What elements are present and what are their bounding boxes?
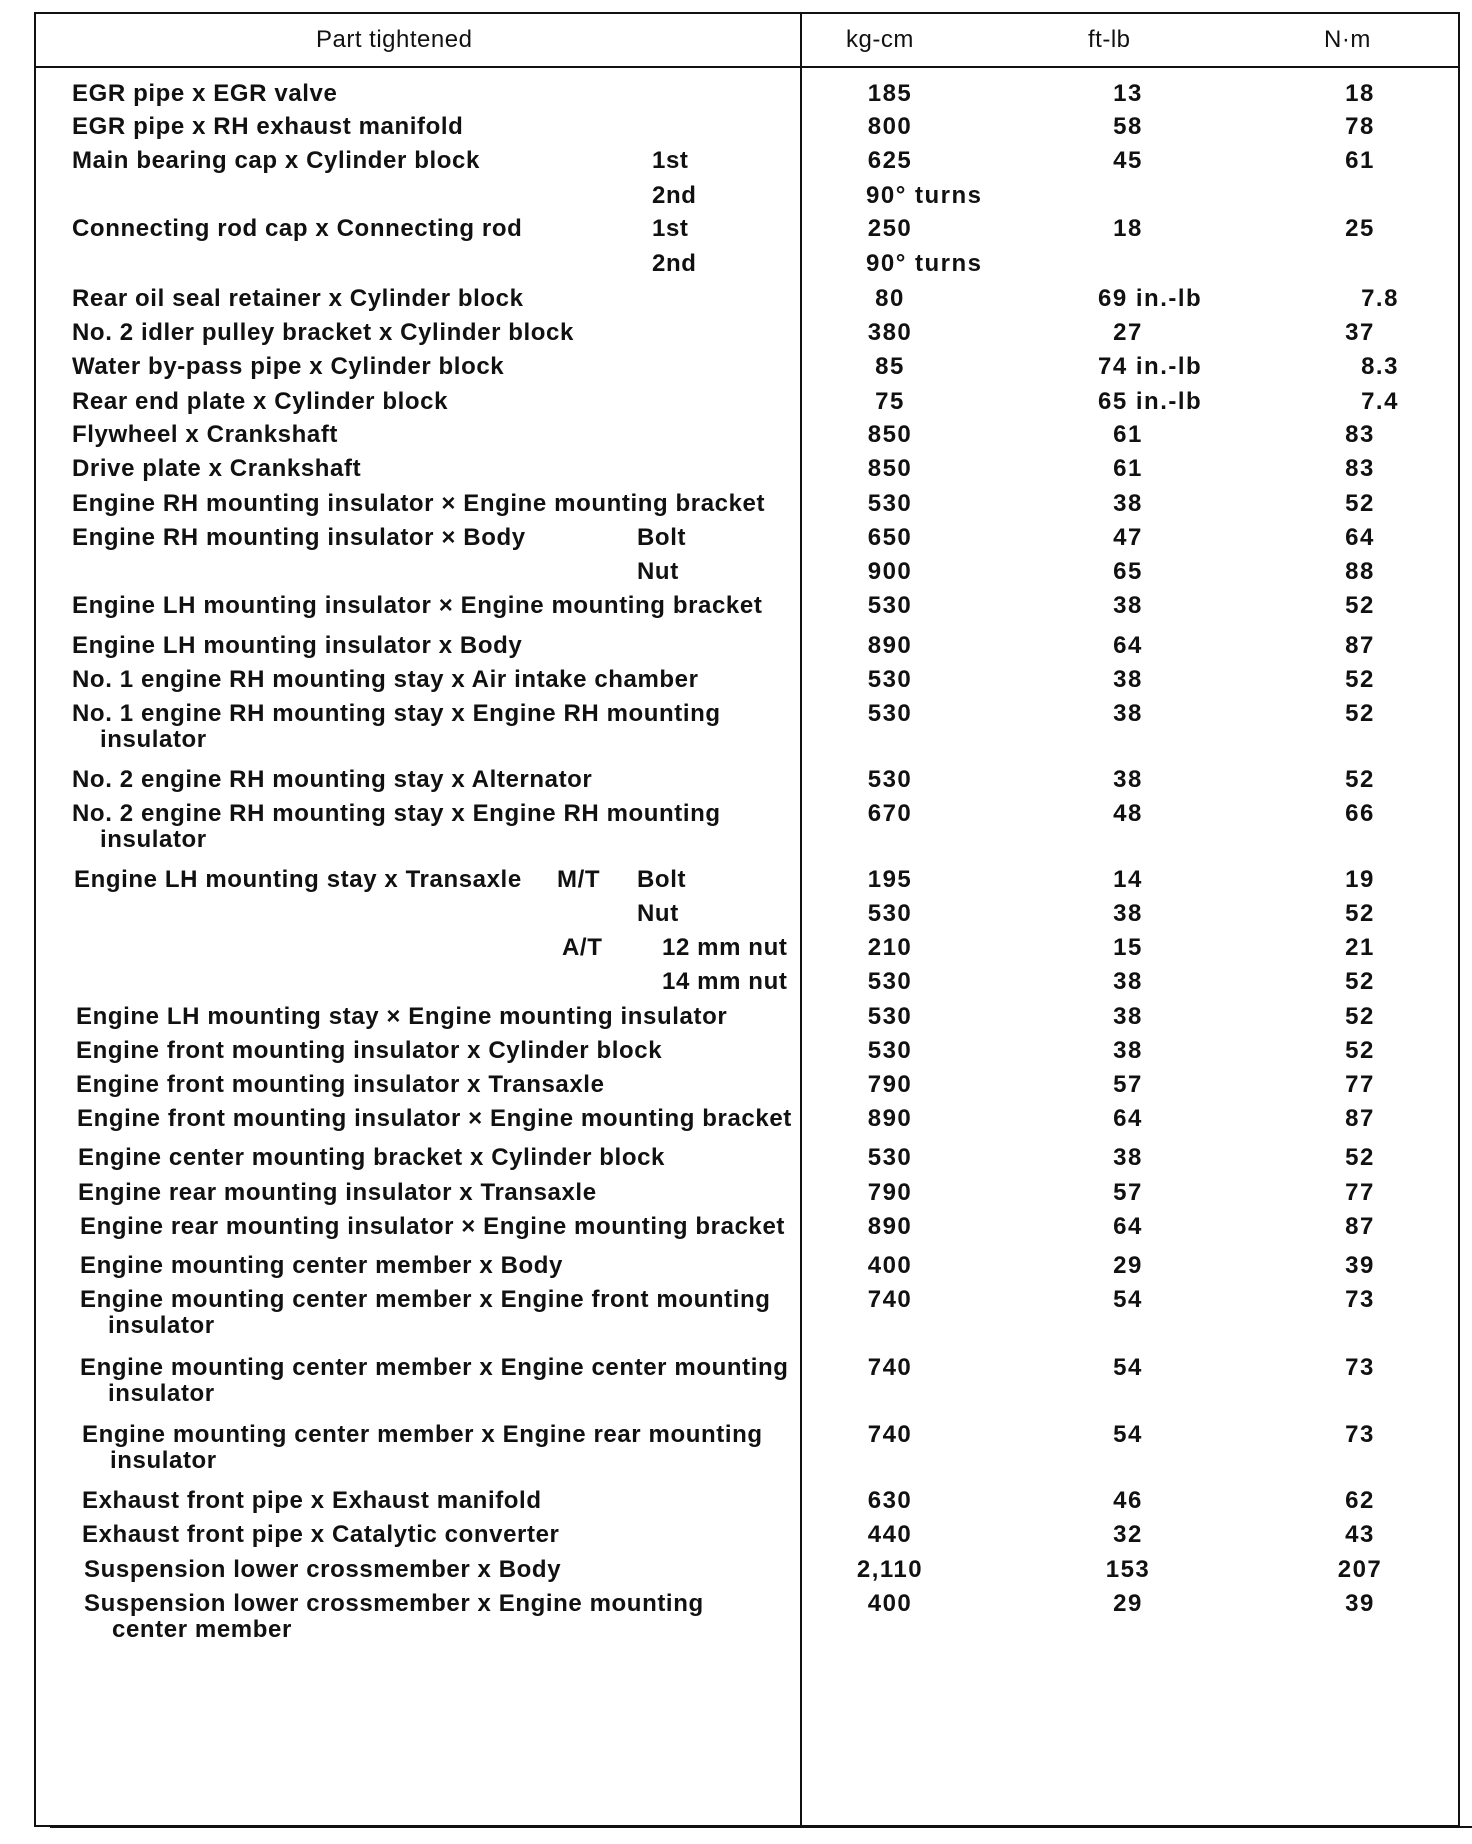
part-name-cell: Engine front mounting insulator × Engine mounting bracket — [77, 1105, 792, 1132]
n-m-cell: 77 — [1345, 1179, 1375, 1206]
kg-cm-cell: 400 — [867, 1590, 913, 1617]
n-m-cell: 52 — [1345, 766, 1375, 793]
kg-cm-cell: 850 — [867, 421, 913, 448]
part-name-continuation: insulator — [108, 1380, 215, 1407]
ft-lb-cell: 65 in.-lb — [1098, 388, 1203, 415]
part-name-cell: EGR pipe x EGR valve — [72, 80, 338, 107]
kg-cm-cell: 650 — [867, 524, 913, 551]
kg-cm-cell: 630 — [867, 1487, 913, 1514]
kg-cm-cell: 195 — [867, 866, 913, 893]
kg-cm-cell: 75 — [875, 388, 905, 415]
kg-cm-cell: 890 — [867, 1105, 913, 1132]
kg-cm-cell: 900 — [867, 558, 913, 585]
kg-cm-cell: 90° turns — [866, 182, 983, 209]
part-name-cell: Main bearing cap x Cylinder block — [72, 147, 480, 174]
n-m-cell: 78 — [1345, 113, 1375, 140]
ft-lb-cell: 61 — [1113, 421, 1143, 448]
kg-cm-cell: 790 — [867, 1071, 913, 1098]
n-m-cell: 52 — [1345, 968, 1375, 995]
step-cell: Nut — [637, 900, 679, 927]
part-name-cell: Engine LH mounting stay x Transaxle — [74, 866, 522, 893]
ft-lb-cell: 38 — [1113, 900, 1143, 927]
kg-cm-cell: 530 — [867, 592, 913, 619]
n-m-cell: 52 — [1345, 700, 1375, 727]
part-name-cell: Engine rear mounting insulator x Transaxle — [78, 1179, 597, 1206]
ft-lb-cell: 38 — [1113, 490, 1143, 517]
n-m-cell: 19 — [1345, 866, 1375, 893]
part-name-cell: Suspension lower crossmember x Engine mounting — [84, 1590, 704, 1617]
part-name-cell: Drive plate x Crankshaft — [72, 455, 362, 482]
part-name-cell: Engine mounting center member x Engine front mounting — [80, 1286, 771, 1313]
part-name-cell: No. 2 engine RH mounting stay x Engine RH mounting — [72, 800, 721, 827]
ft-lb-cell: 74 in.-lb — [1098, 353, 1203, 380]
part-name-continuation: insulator — [110, 1447, 217, 1474]
ft-lb-cell: 65 — [1113, 558, 1143, 585]
ft-lb-cell: 64 — [1113, 632, 1143, 659]
part-name-cell: No. 1 engine RH mounting stay x Engine RH mounting — [72, 700, 721, 727]
ft-lb-cell: 14 — [1113, 866, 1143, 893]
kg-cm-cell: 210 — [867, 934, 913, 961]
ft-lb-cell: 27 — [1113, 319, 1143, 346]
part-name-cell: Engine LH mounting insulator × Engine mounting bracket — [72, 592, 763, 619]
n-m-cell: 39 — [1345, 1590, 1375, 1617]
part-name-cell: Rear oil seal retainer x Cylinder block — [72, 285, 524, 312]
part-name-cell: Engine LH mounting stay × Engine mounting insulator — [76, 1003, 728, 1030]
part-name-cell: No. 2 engine RH mounting stay x Alternator — [72, 766, 593, 793]
kg-cm-cell: 80 — [875, 285, 905, 312]
part-name-cell: Engine mounting center member x Engine center mounting — [80, 1354, 789, 1381]
n-m-cell: 8.3 — [1361, 353, 1399, 380]
part-name-cell: Engine center mounting bracket x Cylinder block — [78, 1144, 665, 1171]
kg-cm-cell: 890 — [867, 1213, 913, 1240]
part-name-cell: Engine RH mounting insulator × Body — [72, 524, 526, 551]
ft-lb-cell: 38 — [1113, 1037, 1143, 1064]
part-name-cell: Engine mounting center member x Body — [80, 1252, 564, 1279]
n-m-cell: 73 — [1345, 1286, 1375, 1313]
ft-lb-cell: 45 — [1113, 147, 1143, 174]
n-m-cell: 83 — [1345, 421, 1375, 448]
ft-lb-cell: 32 — [1113, 1521, 1143, 1548]
n-m-cell: 88 — [1345, 558, 1375, 585]
kg-cm-cell: 530 — [867, 1003, 913, 1030]
n-m-cell: 37 — [1345, 319, 1375, 346]
ft-lb-cell: 46 — [1113, 1487, 1143, 1514]
header-n-m: N·m — [1324, 26, 1371, 53]
step-cell: 2nd — [652, 250, 697, 277]
kg-cm-cell: 790 — [867, 1179, 913, 1206]
part-name-cell: Engine front mounting insulator x Transaxle — [76, 1071, 605, 1098]
n-m-cell: 39 — [1345, 1252, 1375, 1279]
kg-cm-cell: 440 — [867, 1521, 913, 1548]
n-m-cell: 18 — [1345, 80, 1375, 107]
step-cell: 1st — [652, 215, 689, 242]
ft-lb-cell: 58 — [1113, 113, 1143, 140]
n-m-cell: 52 — [1345, 1144, 1375, 1171]
part-name-cell: No. 2 idler pulley bracket x Cylinder block — [72, 319, 574, 346]
kg-cm-cell: 890 — [867, 632, 913, 659]
n-m-cell: 52 — [1345, 666, 1375, 693]
step-cell: Bolt — [637, 866, 687, 893]
ft-lb-cell: 38 — [1113, 968, 1143, 995]
part-name-cell: Exhaust front pipe x Catalytic converter — [82, 1521, 560, 1548]
kg-cm-cell: 740 — [867, 1286, 913, 1313]
step-cell: Bolt — [637, 524, 687, 551]
ft-lb-cell: 47 — [1113, 524, 1143, 551]
kg-cm-cell: 530 — [867, 490, 913, 517]
n-m-cell: 87 — [1345, 1213, 1375, 1240]
n-m-cell: 52 — [1345, 490, 1375, 517]
n-m-cell: 61 — [1345, 147, 1375, 174]
step-cell: 14 mm nut — [662, 968, 788, 995]
ft-lb-cell: 54 — [1113, 1421, 1143, 1448]
n-m-cell: 52 — [1345, 592, 1375, 619]
n-m-cell: 73 — [1345, 1421, 1375, 1448]
ft-lb-cell: 61 — [1113, 455, 1143, 482]
part-name-continuation: insulator — [100, 726, 207, 753]
part-name-cell: Engine RH mounting insulator × Engine mounting bracket — [72, 490, 766, 517]
part-name-continuation: insulator — [100, 826, 207, 853]
ft-lb-cell: 64 — [1113, 1213, 1143, 1240]
n-m-cell: 25 — [1345, 215, 1375, 242]
kg-cm-cell: 2,110 — [856, 1556, 924, 1583]
n-m-cell: 87 — [1345, 632, 1375, 659]
ft-lb-cell: 64 — [1113, 1105, 1143, 1132]
kg-cm-cell: 530 — [867, 666, 913, 693]
kg-cm-cell: 400 — [867, 1252, 913, 1279]
part-name-cell: Exhaust front pipe x Exhaust manifold — [82, 1487, 542, 1514]
kg-cm-cell: 85 — [875, 353, 905, 380]
kg-cm-cell: 185 — [867, 80, 913, 107]
kg-cm-cell: 740 — [867, 1354, 913, 1381]
part-name-cell: Engine LH mounting insulator x Body — [72, 632, 523, 659]
ft-lb-cell: 38 — [1113, 766, 1143, 793]
n-m-cell: 64 — [1345, 524, 1375, 551]
kg-cm-cell: 740 — [867, 1421, 913, 1448]
step-cell: 12 mm nut — [662, 934, 788, 961]
ft-lb-cell: 38 — [1113, 666, 1143, 693]
kg-cm-cell: 530 — [867, 1144, 913, 1171]
transaxle-type-cell: M/T — [557, 866, 601, 893]
ft-lb-cell: 48 — [1113, 800, 1143, 827]
n-m-cell: 52 — [1345, 1037, 1375, 1064]
n-m-cell: 43 — [1345, 1521, 1375, 1548]
part-name-continuation: insulator — [108, 1312, 215, 1339]
header-part-tightened: Part tightened — [316, 26, 473, 53]
kg-cm-cell: 90° turns — [866, 250, 983, 277]
n-m-cell: 66 — [1345, 800, 1375, 827]
part-name-cell: Connecting rod cap x Connecting rod — [72, 215, 523, 242]
transaxle-type-cell: A/T — [562, 934, 603, 961]
part-name-cell: Suspension lower crossmember x Body — [84, 1556, 562, 1583]
ft-lb-cell: 29 — [1113, 1590, 1143, 1617]
part-name-cell: Engine rear mounting insulator × Engine mounting bracket — [80, 1213, 786, 1240]
ft-lb-cell: 18 — [1113, 215, 1143, 242]
header-ft-lb: ft-lb — [1088, 26, 1131, 53]
step-cell: 2nd — [652, 182, 697, 209]
ft-lb-cell: 69 in.-lb — [1098, 285, 1203, 312]
kg-cm-cell: 530 — [867, 766, 913, 793]
kg-cm-cell: 800 — [867, 113, 913, 140]
ft-lb-cell: 29 — [1113, 1252, 1143, 1279]
part-name-continuation: center member — [112, 1616, 292, 1643]
kg-cm-cell: 250 — [867, 215, 913, 242]
kg-cm-cell: 380 — [867, 319, 913, 346]
header-kg-cm: kg-cm — [846, 26, 914, 53]
ft-lb-cell: 38 — [1113, 700, 1143, 727]
ft-lb-cell: 54 — [1113, 1286, 1143, 1313]
part-name-cell: EGR pipe x RH exhaust manifold — [72, 113, 464, 140]
part-name-cell: No. 1 engine RH mounting stay x Air intake chamber — [72, 666, 699, 693]
part-name-cell: Water by-pass pipe x Cylinder block — [72, 353, 505, 380]
kg-cm-cell: 625 — [867, 147, 913, 174]
step-cell: 1st — [652, 147, 689, 174]
part-name-cell: Flywheel x Crankshaft — [72, 421, 339, 448]
n-m-cell: 52 — [1345, 1003, 1375, 1030]
kg-cm-cell: 670 — [867, 800, 913, 827]
ft-lb-cell: 13 — [1113, 80, 1143, 107]
n-m-cell: 87 — [1345, 1105, 1375, 1132]
step-cell: Nut — [637, 558, 679, 585]
ft-lb-cell: 57 — [1113, 1071, 1143, 1098]
n-m-cell: 21 — [1345, 934, 1375, 961]
part-name-cell: Engine mounting center member x Engine rear mounting — [82, 1421, 763, 1448]
n-m-cell: 62 — [1345, 1487, 1375, 1514]
kg-cm-cell: 850 — [867, 455, 913, 482]
ft-lb-cell: 57 — [1113, 1179, 1143, 1206]
ft-lb-cell: 38 — [1113, 1144, 1143, 1171]
kg-cm-cell: 530 — [867, 900, 913, 927]
ft-lb-cell: 153 — [1105, 1556, 1151, 1583]
n-m-cell: 83 — [1345, 455, 1375, 482]
ft-lb-cell: 38 — [1113, 1003, 1143, 1030]
n-m-cell: 73 — [1345, 1354, 1375, 1381]
ft-lb-cell: 38 — [1113, 592, 1143, 619]
part-name-cell: Engine front mounting insulator x Cylinder block — [76, 1037, 663, 1064]
ft-lb-cell: 54 — [1113, 1354, 1143, 1381]
n-m-cell: 7.8 — [1361, 285, 1399, 312]
n-m-cell: 52 — [1345, 900, 1375, 927]
kg-cm-cell: 530 — [867, 700, 913, 727]
n-m-cell: 77 — [1345, 1071, 1375, 1098]
kg-cm-cell: 530 — [867, 1037, 913, 1064]
n-m-cell: 207 — [1337, 1556, 1383, 1583]
kg-cm-cell: 530 — [867, 968, 913, 995]
n-m-cell: 7.4 — [1361, 388, 1399, 415]
part-name-cell: Rear end plate x Cylinder block — [72, 388, 449, 415]
ft-lb-cell: 15 — [1113, 934, 1143, 961]
